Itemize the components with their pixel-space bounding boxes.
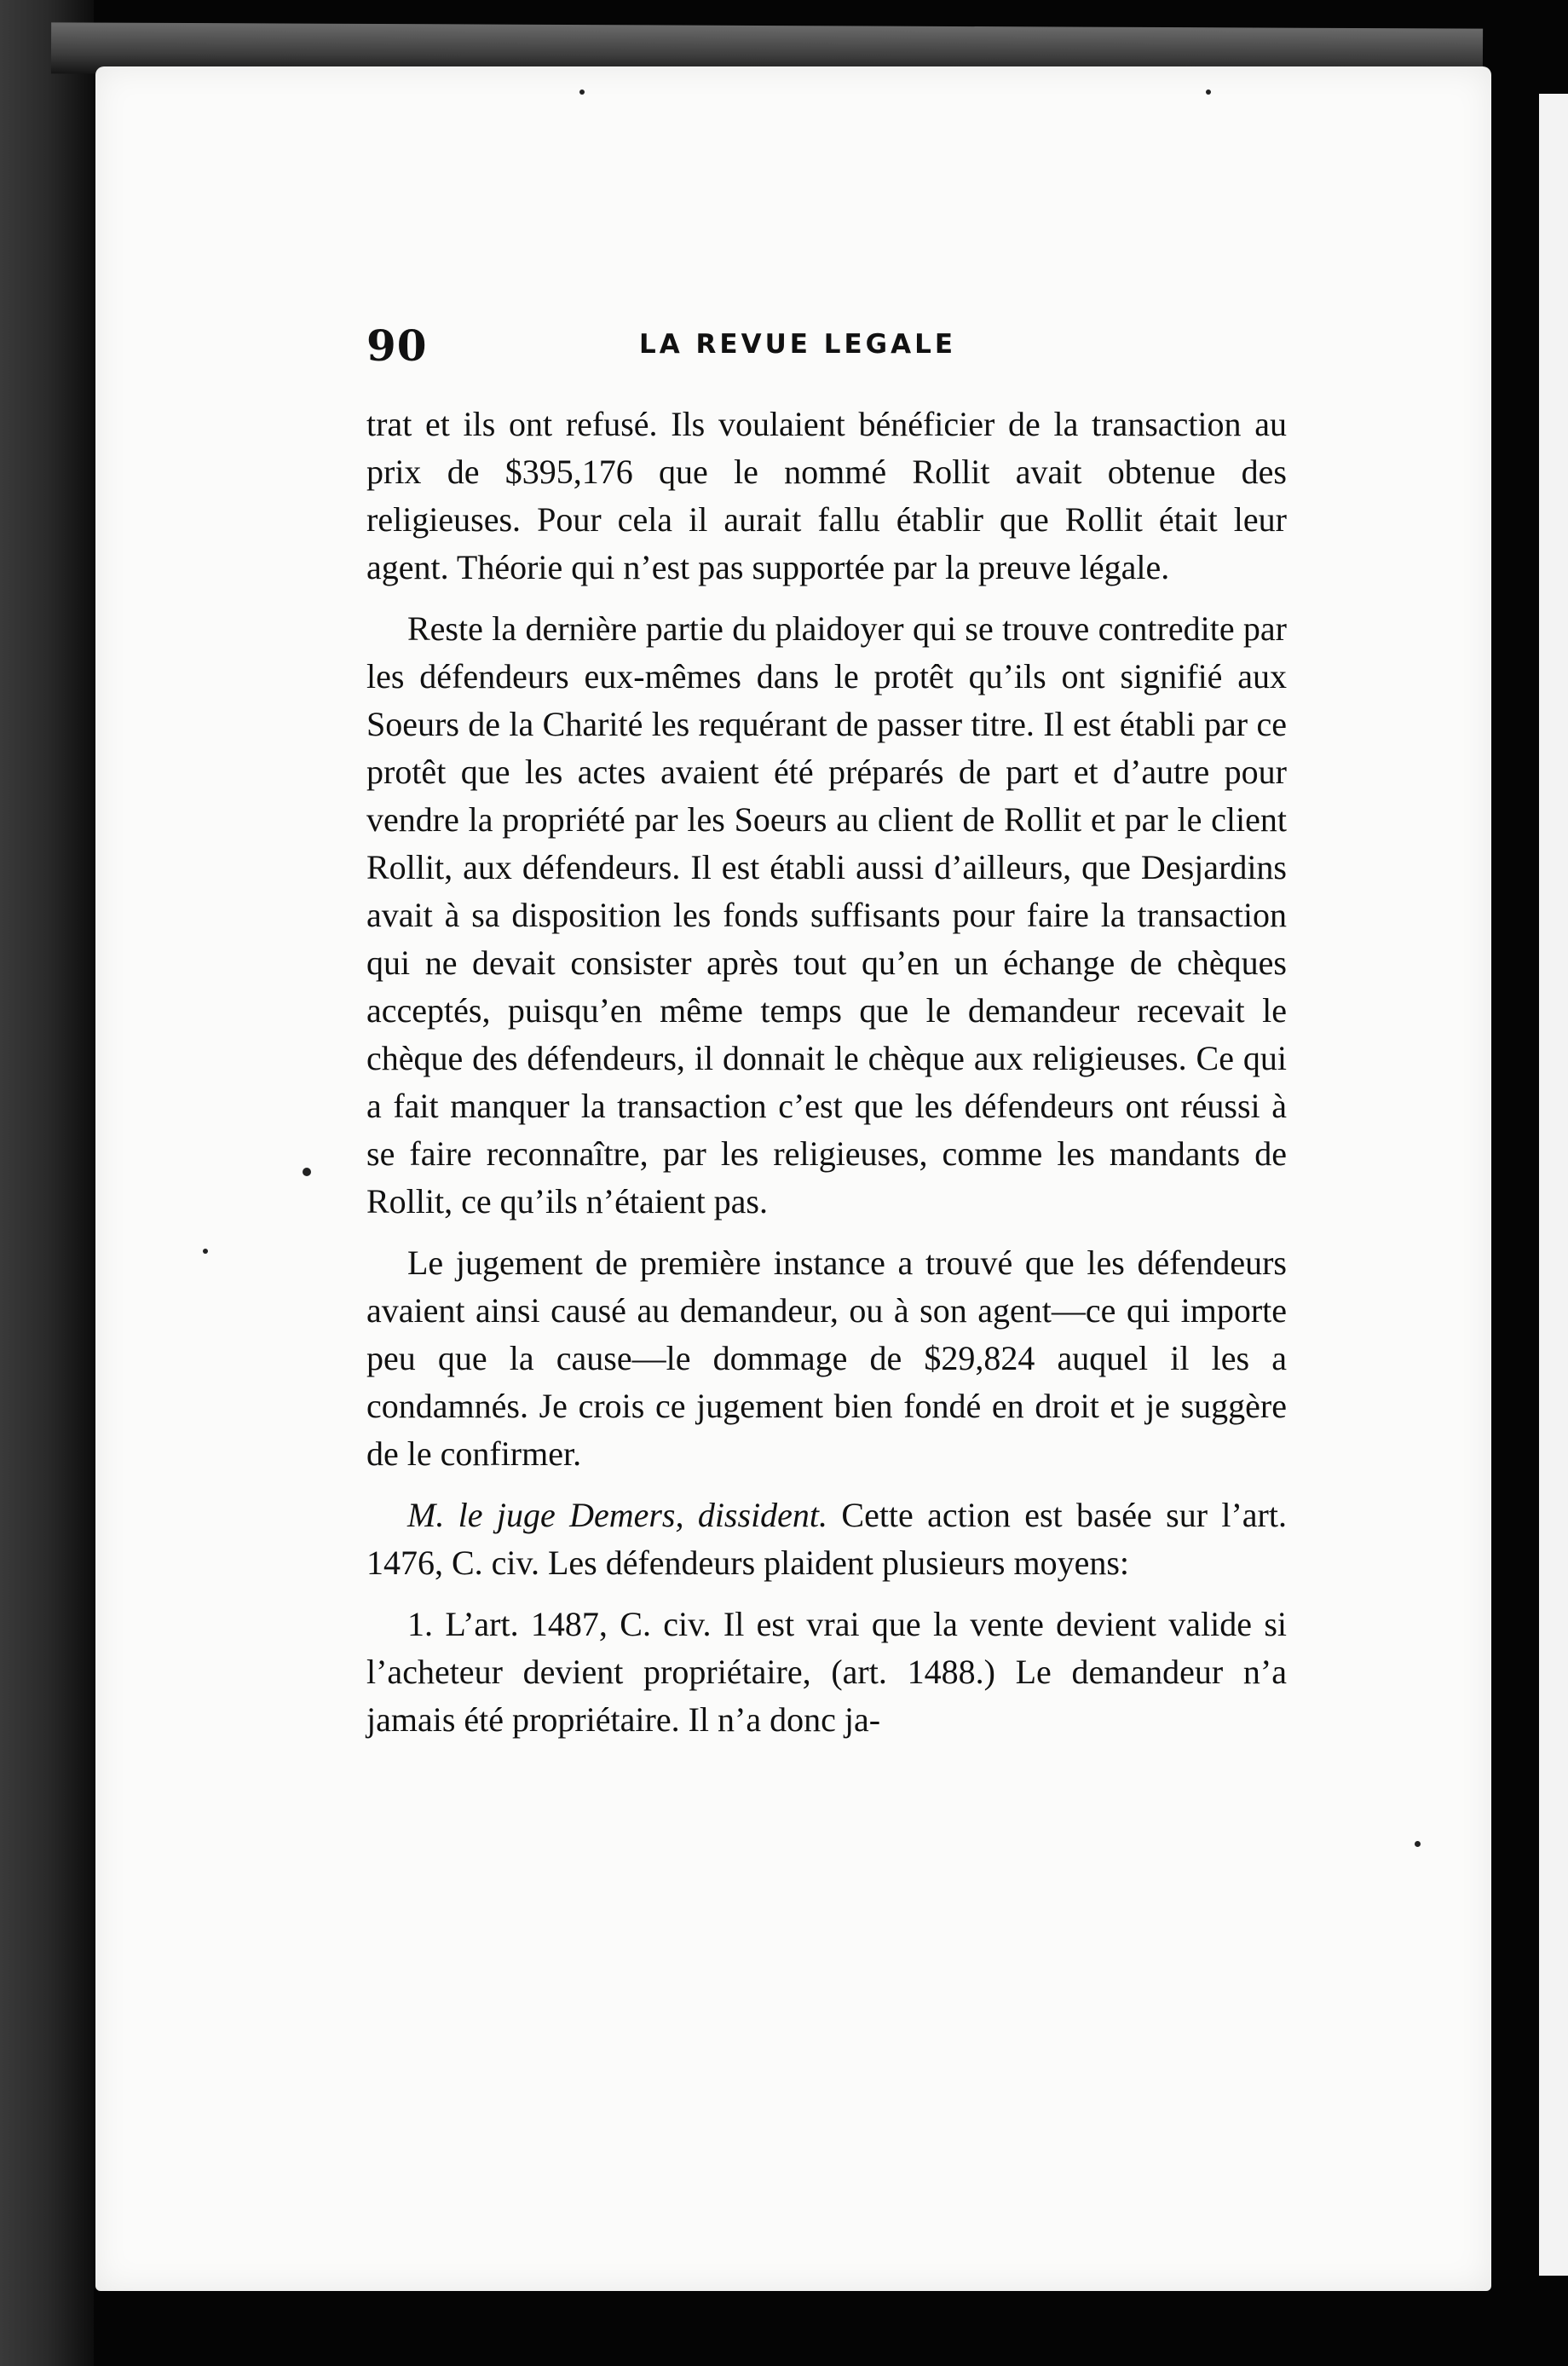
running-title: LA REVUE LEGALE bbox=[639, 329, 957, 360]
scan-speck bbox=[303, 1168, 311, 1176]
dissent-paragraph bbox=[366, 1492, 1287, 1587]
book-spine-edge bbox=[0, 0, 94, 2366]
dissent-text: Cette action est basée sur l’art. 1476, C. civ. Les défendeurs plaident plusieurs moyens: bbox=[366, 1496, 1287, 1582]
scan-speck bbox=[1415, 1841, 1421, 1847]
paragraph-1: trat et ils ont refusé. Ils voulaient bénéficier de la transaction au prix de $395,176 que le nommé Rollit avait obtenue des religieuses. Pour cela il aurait fallu établir que Rollit était leur agent. Théorie qui n’est pas supportée par la preuve légale. bbox=[366, 405, 1287, 586]
scan-speck bbox=[203, 1249, 208, 1254]
scan-speck bbox=[1206, 89, 1211, 95]
point-one-paragraph: 1. L’art. 1487, C. civ. Il est vrai que la vente devient valide si l’acheteur devient propriétaire, (art. 1488.) Le demandeur n’a jamais été propriétaire. Il n’a donc ja- bbox=[366, 1605, 1287, 1739]
dissent-judge: M. le juge Demers, dissident. bbox=[407, 1496, 828, 1534]
body-text bbox=[366, 401, 1287, 1757]
page-number: 90 bbox=[366, 320, 428, 371]
paragraph-2: Reste la dernière partie du plaidoyer qui se trouve contredite par les défendeurs eux-mêmes dans le protêt qu’ils ont signifié aux Soeurs de la Charité les requérant de passer titre. Il est établi par ce protêt que les actes avaient été préparés de part et d’autre pour vendre la propriété par les Soeurs au client de Rollit et par le client Rollit, aux défendeurs. Il est établi aussi d’ailleurs, que Desjardins avait à sa disposition les fonds suffisants pour faire la transaction qui ne devait consister après tout qu’en un échange de chèques acceptés, puisqu’en même temps que le demandeur recevait le chèque des défendeurs, il donnait le chèque aux religieuses. Ce qui a fait manquer la transaction c’est que les défendeurs ont réussi à se faire reconnaître, par les religieuses, comme les mandants de Rollit, ce qu’ils n’étaient pas. bbox=[366, 609, 1287, 1221]
adjacent-page-strip bbox=[1539, 94, 1568, 2276]
paragraph-3: Le jugement de première instance a trouvé que les défendeurs avaient ainsi causé au demandeur, ou à son agent—ce qui importe peu que la cause—le dommage de $29,824 auquel il les a condamnés. Je crois ce jugement bien fondé en droit et je suggère de le confirmer. bbox=[366, 1244, 1287, 1473]
scan-speck bbox=[579, 89, 585, 95]
page-header bbox=[366, 320, 1287, 406]
